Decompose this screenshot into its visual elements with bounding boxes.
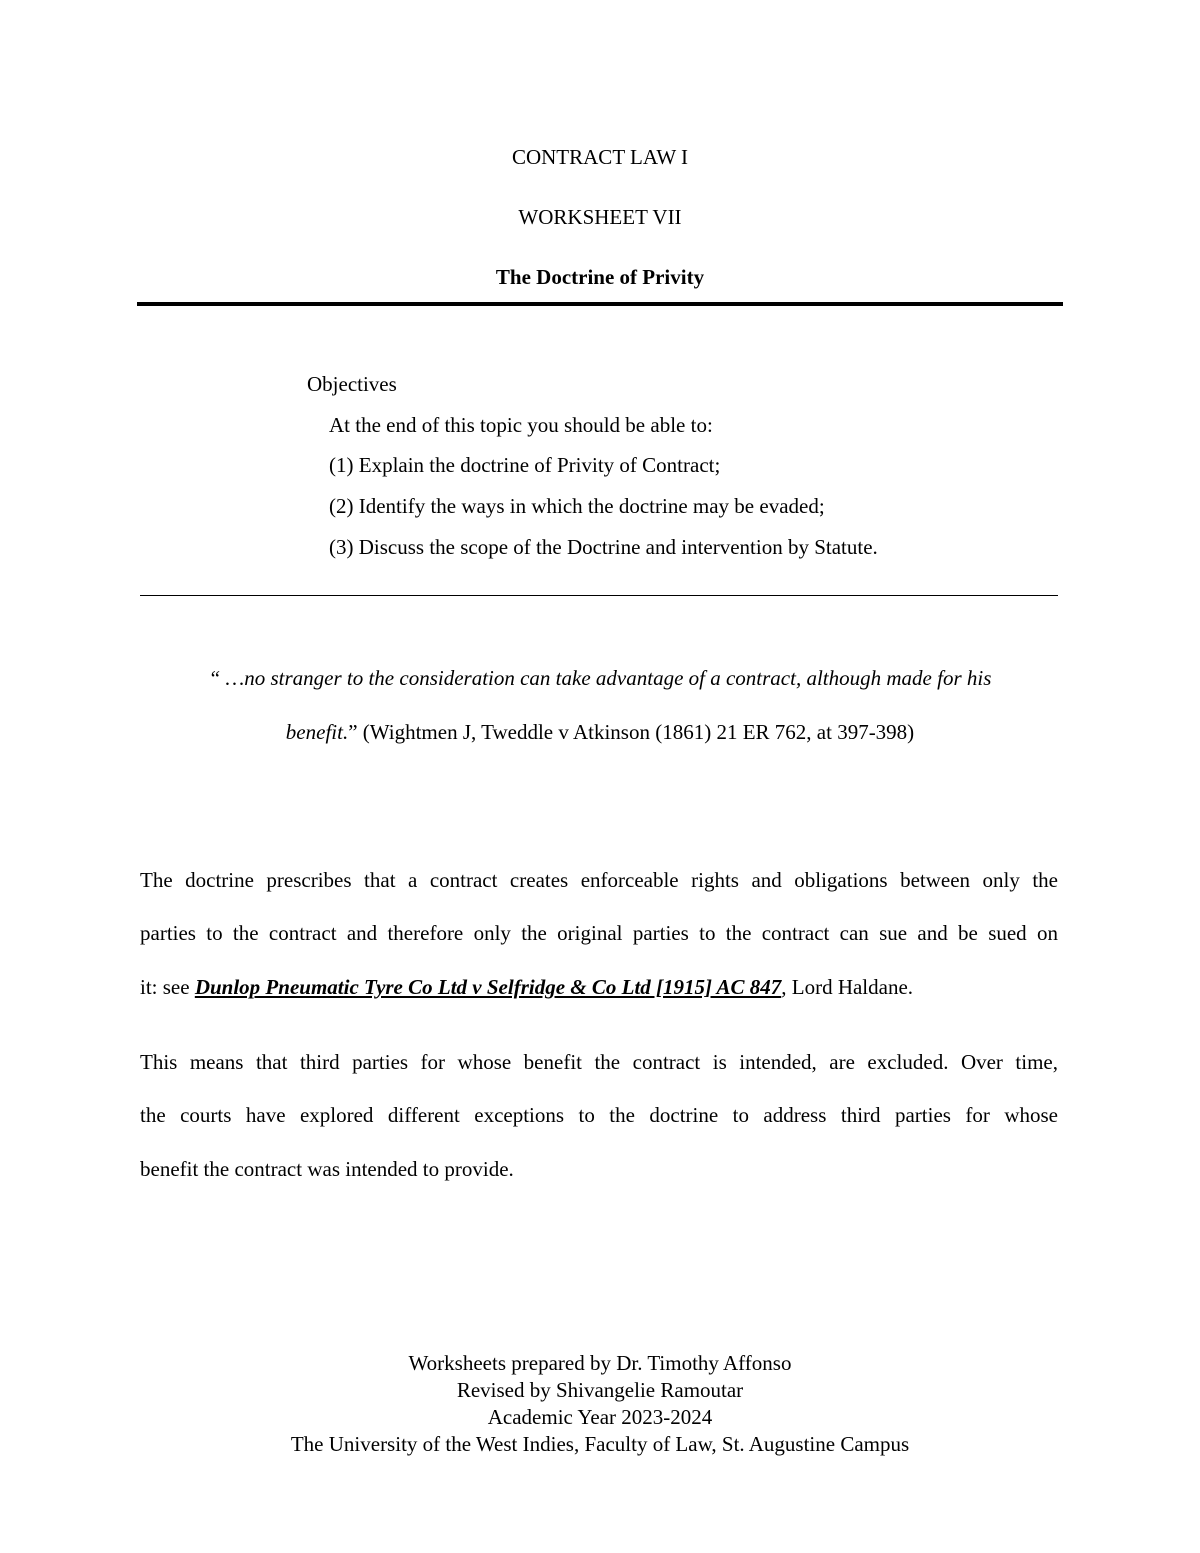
paragraph-1-line [140, 974, 1058, 1000]
paragraph-2-line: This means that third parties for whose benefit the contract is intended, are excluded. Over time, [140, 1050, 1058, 1074]
see-prefix: it: see [140, 975, 195, 999]
topic-heading: The Doctrine of Privity [495, 265, 705, 289]
section-divider [140, 595, 1058, 596]
quote-text: “ …no stranger to the consideration can take advantage of a contract, although made for his [208, 666, 992, 690]
objective-item: (2) Identify the ways in which the doctrine may be evaded; [329, 494, 825, 518]
objectives-heading: Objectives [307, 372, 397, 396]
objectives-intro: At the end of this topic you should be able to: [329, 413, 713, 437]
quote-citation: ” (Wightmen J, Tweddle v Atkinson (1861) 21 ER 762, at 397-398) [348, 720, 915, 744]
footer-academic-year: Academic Year 2023-2024 [487, 1405, 713, 1429]
paragraph-2-line: benefit the contract was intended to provide. [140, 1157, 514, 1181]
quote-line-2 [0, 719, 1200, 745]
footer-revised-by: Revised by Shivangelie Ramoutar [456, 1378, 744, 1402]
worksheet-number: WORKSHEET VII [518, 205, 682, 229]
objective-item: (1) Explain the doctrine of Privity of Contract; [329, 453, 721, 477]
quote-line-1 [0, 665, 1200, 691]
header-divider [137, 302, 1063, 306]
footer-prepared-by: Worksheets prepared by Dr. Timothy Affonso [408, 1351, 792, 1375]
objective-item: (3) Discuss the scope of the Doctrine and intervention by Statute. [329, 535, 878, 559]
quote-text-end: benefit. [285, 720, 349, 744]
paragraph-1-line: The doctrine prescribes that a contract creates enforceable rights and obligations between only the [140, 868, 1058, 892]
paragraph-2-line: the courts have explored different exceptions to the doctrine to address third parties for whose [140, 1103, 1058, 1127]
course-title: CONTRACT LAW I [511, 145, 689, 169]
case-suffix: , Lord Haldane. [781, 975, 914, 999]
footer-institution: The University of the West Indies, Faculty of Law, St. Augustine Campus [290, 1432, 910, 1456]
case-citation-link[interactable]: Dunlop Pneumatic Tyre Co Ltd v Selfridge & Co Ltd [1915] AC 847 [194, 975, 782, 999]
paragraph-1-line: parties to the contract and therefore only the original parties to the contract can sue and be sued on [140, 921, 1058, 945]
